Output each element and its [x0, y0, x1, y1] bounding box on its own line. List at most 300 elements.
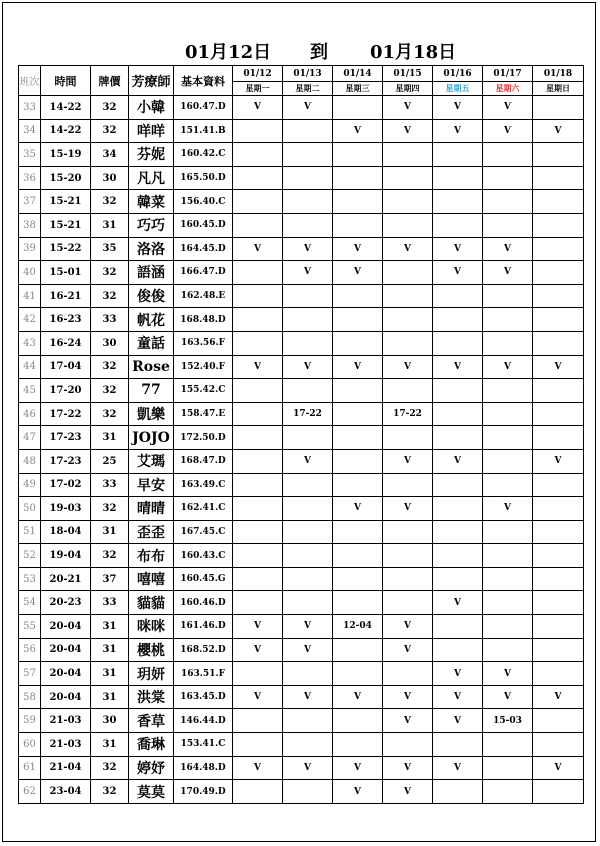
schedule-cell[interactable] — [433, 520, 483, 544]
schedule-cell[interactable] — [333, 213, 383, 237]
schedule-cell[interactable] — [533, 213, 584, 237]
row-time: 20-04 — [41, 615, 91, 639]
schedule-cell[interactable] — [333, 331, 383, 355]
schedule-cell[interactable] — [433, 497, 483, 521]
row-time: 14-22 — [41, 119, 91, 143]
schedule-cell[interactable]: V — [433, 119, 483, 143]
row-info: 161.46.D — [174, 615, 233, 639]
schedule-cell[interactable] — [383, 591, 433, 615]
schedule-cell[interactable] — [433, 143, 483, 167]
schedule-cell[interactable] — [433, 308, 483, 332]
schedule-cell[interactable]: V — [433, 355, 483, 379]
schedule-cell[interactable] — [433, 780, 483, 804]
schedule-cell[interactable] — [533, 308, 584, 332]
day-date-01-17: 01/17 — [483, 66, 533, 82]
row-time: 23-04 — [41, 780, 91, 804]
schedule-cell[interactable] — [333, 544, 383, 568]
schedule-cell[interactable] — [333, 402, 383, 426]
row-index: 52 — [19, 544, 41, 568]
schedule-cell[interactable]: V — [333, 685, 383, 709]
schedule-cell[interactable] — [433, 615, 483, 639]
schedule-cell[interactable]: V — [333, 355, 383, 379]
schedule-cell[interactable]: V — [283, 756, 333, 780]
schedule-cell[interactable] — [233, 733, 283, 757]
schedule-cell[interactable] — [383, 143, 433, 167]
schedule-cell[interactable]: V — [283, 449, 333, 473]
schedule-cell[interactable] — [483, 520, 533, 544]
schedule-cell[interactable] — [283, 473, 333, 497]
schedule-cell[interactable] — [233, 261, 283, 285]
row-therapist-name: 喬琳 — [129, 733, 174, 757]
schedule-cell[interactable] — [533, 237, 584, 261]
schedule-cell[interactable] — [483, 143, 533, 167]
schedule-cell[interactable]: V — [283, 685, 333, 709]
schedule-cell[interactable] — [533, 544, 584, 568]
row-time: 17-20 — [41, 379, 91, 403]
schedule-cell[interactable]: V — [383, 685, 433, 709]
schedule-cell[interactable]: V — [333, 237, 383, 261]
schedule-cell[interactable]: V — [333, 119, 383, 143]
row-index: 42 — [19, 308, 41, 332]
schedule-cell[interactable] — [483, 567, 533, 591]
schedule-cell[interactable] — [233, 709, 283, 733]
row-price: 32 — [91, 284, 129, 308]
schedule-cell[interactable]: V — [283, 638, 333, 662]
row-price: 32 — [91, 402, 129, 426]
schedule-cell[interactable] — [283, 308, 333, 332]
row-price: 32 — [91, 756, 129, 780]
schedule-cell[interactable] — [383, 567, 433, 591]
row-price: 31 — [91, 638, 129, 662]
schedule-cell[interactable] — [483, 473, 533, 497]
row-therapist-name: 俊俊 — [129, 284, 174, 308]
schedule-cell[interactable] — [533, 615, 584, 639]
schedule-cell[interactable] — [433, 379, 483, 403]
schedule-cell[interactable] — [333, 96, 383, 120]
schedule-cell[interactable] — [333, 426, 383, 450]
schedule-cell[interactable] — [233, 591, 283, 615]
schedule-cell[interactable] — [283, 520, 333, 544]
row-price: 31 — [91, 615, 129, 639]
row-time: 21-04 — [41, 756, 91, 780]
schedule-cell[interactable] — [483, 190, 533, 214]
row-info: 153.41.C — [174, 733, 233, 757]
row-price: 32 — [91, 379, 129, 403]
end-date: 01月18日 — [370, 42, 457, 63]
table-row — [19, 756, 584, 780]
schedule-cell[interactable]: V — [433, 261, 483, 285]
schedule-cell[interactable] — [533, 520, 584, 544]
schedule-cell[interactable] — [333, 709, 383, 733]
schedule-cell[interactable] — [233, 166, 283, 190]
schedule-cell[interactable] — [333, 166, 383, 190]
row-price: 31 — [91, 520, 129, 544]
schedule-cell[interactable]: V — [233, 756, 283, 780]
schedule-cell[interactable] — [233, 473, 283, 497]
schedule-cell[interactable] — [433, 544, 483, 568]
schedule-cell[interactable] — [233, 780, 283, 804]
schedule-cell[interactable] — [333, 190, 383, 214]
schedule-cell[interactable] — [333, 567, 383, 591]
schedule-cell[interactable] — [333, 284, 383, 308]
table-row — [19, 733, 584, 757]
schedule-cell[interactable] — [433, 402, 483, 426]
schedule-cell[interactable]: V — [533, 449, 584, 473]
schedule-cell[interactable]: V — [383, 756, 433, 780]
row-index: 41 — [19, 284, 41, 308]
schedule-cell[interactable]: V — [283, 355, 333, 379]
day-weekday: 星期二 — [283, 82, 333, 96]
schedule-cell[interactable] — [333, 638, 383, 662]
schedule-cell[interactable] — [483, 166, 533, 190]
schedule-cell[interactable]: V — [483, 355, 533, 379]
row-info: 160.45.D — [174, 213, 233, 237]
schedule-cell[interactable] — [283, 780, 333, 804]
table-row — [19, 615, 584, 639]
row-index: 51 — [19, 520, 41, 544]
schedule-cell[interactable]: V — [483, 237, 533, 261]
row-price: 32 — [91, 780, 129, 804]
schedule-cell[interactable]: V — [483, 261, 533, 285]
schedule-cell[interactable] — [533, 567, 584, 591]
row-therapist-name: 咩咩 — [129, 119, 174, 143]
schedule-cell[interactable] — [483, 756, 533, 780]
schedule-cell[interactable]: V — [233, 638, 283, 662]
schedule-cell[interactable] — [383, 261, 433, 285]
schedule-cell[interactable]: V — [483, 662, 533, 686]
row-info: 170.49.D — [174, 780, 233, 804]
row-price: 31 — [91, 426, 129, 450]
schedule-cell[interactable] — [433, 638, 483, 662]
schedule-cell[interactable] — [383, 520, 433, 544]
row-therapist-name: 莫莫 — [129, 780, 174, 804]
schedule-cell[interactable] — [533, 143, 584, 167]
schedule-cell[interactable]: V — [533, 756, 584, 780]
row-time: 17-22 — [41, 402, 91, 426]
row-index: 43 — [19, 331, 41, 355]
schedule-cell[interactable] — [233, 567, 283, 591]
schedule-cell[interactable] — [383, 544, 433, 568]
schedule-cell[interactable] — [433, 190, 483, 214]
schedule-cell[interactable]: V — [383, 497, 433, 521]
row-info: 155.42.C — [174, 379, 233, 403]
schedule-cell[interactable] — [483, 638, 533, 662]
schedule-cell[interactable] — [383, 190, 433, 214]
schedule-cell[interactable]: V — [533, 119, 584, 143]
schedule-cell[interactable]: 17-22 — [383, 402, 433, 426]
schedule-cell[interactable] — [483, 615, 533, 639]
schedule-cell[interactable]: V — [533, 355, 584, 379]
row-therapist-name: 凡凡 — [129, 166, 174, 190]
schedule-cell[interactable] — [533, 190, 584, 214]
table-row — [19, 780, 584, 804]
schedule-cell[interactable] — [233, 520, 283, 544]
schedule-cell[interactable] — [333, 473, 383, 497]
row-index: 37 — [19, 190, 41, 214]
row-index: 50 — [19, 497, 41, 521]
schedule-cell[interactable] — [533, 379, 584, 403]
row-index: 33 — [19, 96, 41, 120]
to-label: 到 — [310, 42, 328, 63]
schedule-cell[interactable] — [383, 426, 433, 450]
schedule-cell[interactable] — [283, 379, 333, 403]
schedule-cell[interactable] — [383, 473, 433, 497]
schedule-cell[interactable] — [333, 733, 383, 757]
schedule-cell[interactable]: V — [533, 685, 584, 709]
schedule-cell[interactable] — [283, 733, 333, 757]
schedule-cell[interactable] — [333, 520, 383, 544]
schedule-cell[interactable] — [233, 662, 283, 686]
schedule-cell[interactable]: V — [433, 756, 483, 780]
schedule-cell[interactable]: V — [483, 685, 533, 709]
schedule-cell[interactable] — [383, 166, 433, 190]
schedule-cell[interactable] — [533, 709, 584, 733]
schedule-title — [0, 38, 600, 62]
table-row — [19, 449, 584, 473]
schedule-cell[interactable] — [533, 662, 584, 686]
schedule-cell[interactable] — [233, 449, 283, 473]
schedule-cell[interactable]: V — [433, 685, 483, 709]
header-time: 時間 — [41, 66, 91, 96]
schedule-cell[interactable] — [233, 143, 283, 167]
day-date-01-18: 01/18 — [533, 66, 584, 82]
schedule-cell[interactable]: 15-03 — [483, 709, 533, 733]
row-index: 47 — [19, 426, 41, 450]
row-therapist-name: 語涵 — [129, 261, 174, 285]
schedule-cell[interactable] — [483, 284, 533, 308]
schedule-cell[interactable] — [233, 379, 283, 403]
schedule-cell[interactable]: V — [383, 638, 433, 662]
schedule-cell[interactable]: V — [433, 449, 483, 473]
row-info: 162.48.E — [174, 284, 233, 308]
schedule-cell[interactable] — [433, 284, 483, 308]
row-therapist-name: 77 — [129, 379, 174, 403]
schedule-cell[interactable]: V — [383, 355, 433, 379]
row-time: 17-02 — [41, 473, 91, 497]
schedule-cell[interactable] — [333, 591, 383, 615]
schedule-cell[interactable] — [533, 261, 584, 285]
row-time: 15-21 — [41, 213, 91, 237]
schedule-cell[interactable] — [433, 331, 483, 355]
schedule-cell[interactable] — [383, 308, 433, 332]
row-time: 16-23 — [41, 308, 91, 332]
schedule-cell[interactable] — [533, 780, 584, 804]
schedule-cell[interactable] — [233, 402, 283, 426]
schedule-cell[interactable] — [383, 662, 433, 686]
row-time: 20-21 — [41, 567, 91, 591]
schedule-cell[interactable]: V — [433, 709, 483, 733]
row-therapist-name: 艾瑪 — [129, 449, 174, 473]
schedule-cell[interactable] — [433, 567, 483, 591]
schedule-cell[interactable]: V — [333, 780, 383, 804]
schedule-cell[interactable]: V — [383, 449, 433, 473]
schedule-cell[interactable] — [483, 426, 533, 450]
row-time: 20-04 — [41, 662, 91, 686]
schedule-cell[interactable] — [283, 166, 333, 190]
schedule-cell[interactable] — [533, 284, 584, 308]
table-row — [19, 331, 584, 355]
schedule-cell[interactable] — [333, 662, 383, 686]
schedule-cell[interactable] — [283, 426, 333, 450]
schedule-cell[interactable] — [383, 379, 433, 403]
schedule-cell[interactable]: V — [383, 237, 433, 261]
schedule-cell[interactable]: V — [233, 96, 283, 120]
schedule-cell[interactable]: V — [233, 355, 283, 379]
schedule-cell[interactable]: V — [483, 96, 533, 120]
schedule-cell[interactable] — [333, 308, 383, 332]
schedule-cell[interactable]: V — [383, 780, 433, 804]
schedule-cell[interactable] — [433, 213, 483, 237]
schedule-cell[interactable] — [283, 567, 333, 591]
schedule-cell[interactable] — [233, 497, 283, 521]
schedule-cell[interactable] — [433, 426, 483, 450]
schedule-cell[interactable] — [233, 213, 283, 237]
schedule-cell[interactable] — [283, 544, 333, 568]
row-price: 34 — [91, 143, 129, 167]
schedule-cell[interactable] — [483, 402, 533, 426]
schedule-cell[interactable] — [433, 166, 483, 190]
schedule-cell[interactable]: V — [233, 237, 283, 261]
schedule-cell[interactable]: V — [233, 615, 283, 639]
schedule-cell[interactable] — [283, 709, 333, 733]
schedule-cell[interactable] — [333, 379, 383, 403]
table-row — [19, 426, 584, 450]
schedule-cell[interactable]: 12-04 — [333, 615, 383, 639]
row-info: 152.40.F — [174, 355, 233, 379]
schedule-cell[interactable]: V — [333, 497, 383, 521]
schedule-cell[interactable] — [233, 331, 283, 355]
schedule-cell[interactable]: V — [283, 96, 333, 120]
schedule-cell[interactable] — [533, 591, 584, 615]
schedule-cell[interactable] — [483, 780, 533, 804]
schedule-cell[interactable] — [333, 143, 383, 167]
schedule-cell[interactable]: V — [283, 615, 333, 639]
schedule-cell[interactable]: V — [383, 119, 433, 143]
schedule-cell[interactable] — [283, 143, 333, 167]
row-price: 37 — [91, 567, 129, 591]
table-row — [19, 544, 584, 568]
schedule-cell[interactable]: V — [433, 96, 483, 120]
schedule-cell[interactable]: V — [333, 756, 383, 780]
schedule-cell[interactable]: V — [383, 96, 433, 120]
table-row — [19, 685, 584, 709]
schedule-cell[interactable] — [483, 591, 533, 615]
schedule-cell[interactable] — [333, 449, 383, 473]
schedule-cell[interactable] — [383, 284, 433, 308]
schedule-cell[interactable] — [483, 544, 533, 568]
schedule-cell[interactable] — [233, 284, 283, 308]
row-time: 15-20 — [41, 166, 91, 190]
schedule-cell[interactable] — [533, 497, 584, 521]
schedule-cell[interactable] — [483, 733, 533, 757]
schedule-cell[interactable] — [483, 331, 533, 355]
schedule-cell[interactable]: V — [383, 615, 433, 639]
schedule-cell[interactable]: V — [433, 662, 483, 686]
schedule-cell[interactable] — [383, 733, 433, 757]
schedule-cell[interactable] — [533, 96, 584, 120]
schedule-cell[interactable]: V — [283, 237, 333, 261]
row-time: 16-24 — [41, 331, 91, 355]
row-price: 31 — [91, 213, 129, 237]
table-row — [19, 709, 584, 733]
schedule-cell[interactable] — [533, 426, 584, 450]
table-row — [19, 497, 584, 521]
row-info: 163.45.D — [174, 685, 233, 709]
schedule-cell[interactable] — [283, 662, 333, 686]
schedule-cell[interactable] — [233, 544, 283, 568]
row-index: 62 — [19, 780, 41, 804]
row-time: 17-04 — [41, 355, 91, 379]
schedule-cell[interactable]: 17-22 — [283, 402, 333, 426]
schedule-cell[interactable] — [283, 119, 333, 143]
schedule-cell[interactable] — [283, 591, 333, 615]
row-time: 21-03 — [41, 733, 91, 757]
day-date-01-15: 01/15 — [383, 66, 433, 82]
schedule-cell[interactable]: V — [433, 591, 483, 615]
schedule-cell[interactable]: V — [433, 237, 483, 261]
schedule-cell[interactable] — [483, 379, 533, 403]
row-info: 160.42.C — [174, 143, 233, 167]
row-price: 33 — [91, 473, 129, 497]
schedule-cell[interactable] — [283, 497, 333, 521]
schedule-cell[interactable] — [533, 733, 584, 757]
schedule-cell[interactable] — [483, 213, 533, 237]
schedule-cell[interactable] — [283, 213, 333, 237]
schedule-cell[interactable] — [433, 733, 483, 757]
schedule-cell[interactable]: V — [483, 497, 533, 521]
row-time: 19-04 — [41, 544, 91, 568]
row-price: 31 — [91, 662, 129, 686]
row-therapist-name: 帆花 — [129, 308, 174, 332]
schedule-cell[interactable]: V — [233, 685, 283, 709]
schedule-cell[interactable]: V — [333, 261, 383, 285]
row-therapist-name: 玥妍 — [129, 662, 174, 686]
schedule-cell[interactable] — [283, 331, 333, 355]
day-date-01-13: 01/13 — [283, 66, 333, 82]
schedule-cell[interactable] — [483, 308, 533, 332]
schedule-cell[interactable] — [533, 473, 584, 497]
schedule-cell[interactable] — [233, 119, 283, 143]
schedule-cell[interactable] — [533, 402, 584, 426]
table-row — [19, 284, 584, 308]
schedule-cell[interactable]: V — [383, 709, 433, 733]
row-index: 53 — [19, 567, 41, 591]
schedule-cell[interactable] — [233, 190, 283, 214]
table-row — [19, 638, 584, 662]
schedule-cell[interactable] — [533, 638, 584, 662]
row-price: 25 — [91, 449, 129, 473]
schedule-cell[interactable]: V — [483, 119, 533, 143]
schedule-cell[interactable] — [383, 331, 433, 355]
row-index: 57 — [19, 662, 41, 686]
schedule-cell[interactable] — [233, 426, 283, 450]
row-index: 35 — [19, 143, 41, 167]
schedule-cell[interactable] — [233, 308, 283, 332]
row-info: 160.43.C — [174, 544, 233, 568]
schedule-cell[interactable] — [283, 190, 333, 214]
schedule-cell[interactable] — [433, 473, 483, 497]
schedule-cell[interactable] — [383, 213, 433, 237]
schedule-cell[interactable] — [483, 449, 533, 473]
schedule-cell[interactable] — [283, 284, 333, 308]
row-price: 33 — [91, 308, 129, 332]
table-row — [19, 96, 584, 120]
schedule-cell[interactable]: V — [283, 261, 333, 285]
schedule-cell[interactable] — [533, 166, 584, 190]
schedule-cell[interactable] — [533, 331, 584, 355]
row-therapist-name: 巧巧 — [129, 213, 174, 237]
row-info: 163.51.F — [174, 662, 233, 686]
